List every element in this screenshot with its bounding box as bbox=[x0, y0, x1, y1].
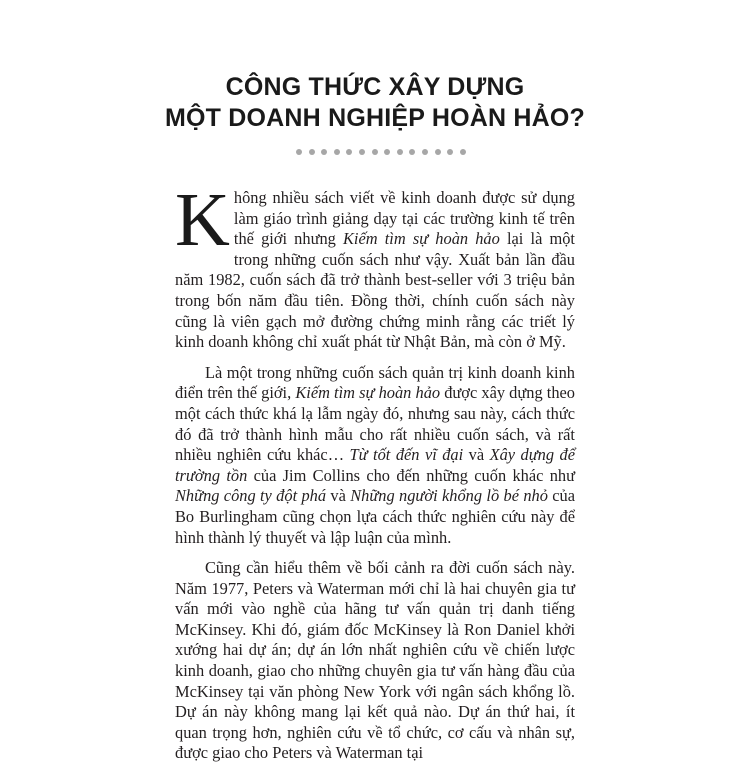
para2-text-6: của Bo Burlingham cũng chọn lựa cách thức nghiên cứu này để hình thành lý thuyết và lập luận của mình. bbox=[175, 486, 575, 547]
para2-book-title-2: Từ tốt đến vĩ đại bbox=[349, 445, 464, 465]
divider-dot bbox=[372, 149, 378, 155]
para2-text-4: của Jim Collins cho đến những cuốn khác như bbox=[247, 465, 575, 485]
para2-text-3: và bbox=[463, 445, 490, 465]
heading-line-1: CÔNG THỨC XÂY DỰNG bbox=[225, 73, 525, 101]
divider-dot bbox=[359, 149, 365, 155]
drop-cap: K bbox=[175, 178, 230, 262]
paragraph-1 bbox=[175, 178, 575, 353]
divider-dot bbox=[309, 149, 315, 155]
para2-book-title-5: Những người khổng lồ bé nhỏ bbox=[350, 486, 548, 506]
paragraph-3 bbox=[175, 558, 575, 764]
para2-text-1: Là một trong những cuốn sách quản trị kinh doanh kinh điển trên thế giới, bbox=[175, 362, 575, 403]
para1-text-1: hông nhiều sách viết về kinh doanh được sử dụng làm giáo trình giảng dạy tại các trường kinh tế trên thế giới nhưng bbox=[233, 188, 575, 249]
divider-dot bbox=[447, 149, 453, 155]
divider-dot bbox=[296, 149, 302, 155]
divider-dot bbox=[334, 149, 340, 155]
para2-text-5: và bbox=[326, 486, 351, 506]
para2-book-title-1: Kiếm tìm sự hoàn hảo bbox=[295, 383, 441, 403]
para3-text-1: Cũng cần hiểu thêm về bối cảnh ra đời cuốn sách này. Năm 1977, Peters và Waterman mới chỉ là hai chuyên gia tư vấn mới vào nghề của hãng tư vấn quản trị danh tiếng McKinsey. Khi đó, giám đốc McKinsey là Ron Daniel khởi xướng hai dự án; dự án lớn nhất nghiên cứu về chiến lược kinh doanh, giao cho những chuyên gia tư vấn hàng đầu của McKinsey tại văn phòng New York với ngân sách khổng lồ. Dự án này không mang lại kết quả nào. Dự án thứ hai, ít quan trọng hơn, nghiên cứu về tổ chức, cơ cấu và nhân sự, được giao cho Peters và Waterman tại bbox=[175, 558, 575, 763]
divider-dot bbox=[384, 149, 390, 155]
divider-dot bbox=[397, 149, 403, 155]
divider-dot bbox=[460, 149, 466, 155]
divider-dot bbox=[321, 149, 327, 155]
divider-dot bbox=[346, 149, 352, 155]
divider-dot bbox=[409, 149, 415, 155]
paragraph-2 bbox=[175, 363, 575, 548]
para1-book-title-1: Kiếm tìm sự hoàn hảo bbox=[343, 229, 500, 249]
body-text bbox=[175, 178, 575, 774]
para2-text-2: được xây dựng theo một cách thức khá lạ lẫm ngày đó, nhưng sau này, cách thức đó đã trở thành hình mẫu cho rất nhiều cuốn sách, và rất nhiều nghiên cứu khác… bbox=[175, 383, 575, 465]
divider-dot bbox=[422, 149, 428, 155]
heading-line-2: MỘT DOANH NGHIỆP HOÀN HẢO? bbox=[164, 104, 586, 132]
para2-book-title-4: Những công ty đột phá bbox=[175, 486, 327, 506]
dotted-divider bbox=[296, 147, 466, 157]
para1-text-2: lại là một trong những cuốn sách như vậy. Xuất bản lần đầu năm 1982, cuốn sách đã trở thành best-seller với 3 triệu bản trong bốn năm đầu tiên. Đồng thời, chính cuốn sách này cũng là viên gạch mở đường chứng minh rằng các triết lý kinh doanh không chỉ xuất phát từ Nhật Bản, mà còn ở Mỹ. bbox=[175, 229, 575, 352]
divider-dot bbox=[435, 149, 441, 155]
chapter-heading bbox=[0, 72, 750, 134]
para2-book-title-3: Xây dựng để trường tồn bbox=[175, 445, 575, 485]
